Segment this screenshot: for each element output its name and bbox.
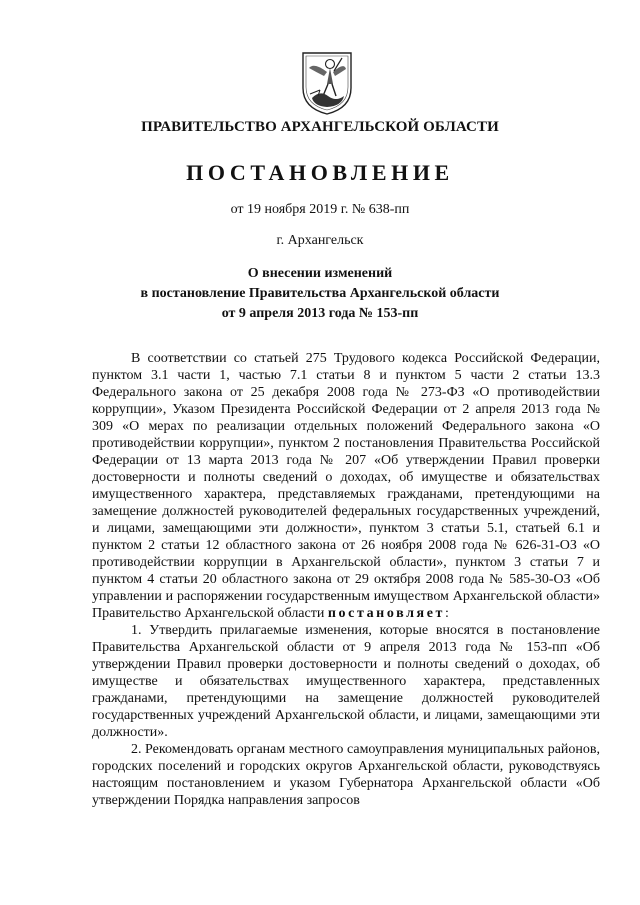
coat-of-arms-icon (300, 50, 354, 116)
subject-line-3: от 9 апреля 2013 года № 153-пп (221, 306, 419, 321)
document-type-title: ПОСТАНОВЛЕНИЕ (186, 160, 454, 185)
paragraph-item-2: 2. Рекомендовать органам местного самоуправления муниципальных районов, городских поселений и городских округов Архангельской области, руководствуясь настоящим постановлением и указом Губернатора Архангельской области «Об утверждении Порядка направления запросов (92, 742, 600, 808)
resolves-keyword: постановляет (327, 606, 446, 621)
subject-line-1: О внесении изменений (247, 266, 393, 281)
document-body (92, 350, 600, 809)
paragraph-item-1: 1. Утвердить прилагаемые изменения, которые вносятся в постановление Правительства Архангельской области от 9 апреля 2013 года № 153-пп «Об утверждении Правил проверки достоверности и полноты сведений о доходах, об имуществе и обязательствах имущественного характера, представленных гражданами, претендующими на замещение должностей руководителей государственных учреждений Архангельской области, и лицами, замещающими эти должности». (92, 623, 600, 740)
subject-line-2: в постановление Правительства Архангельской области (140, 286, 500, 301)
document-date-number: от 19 ноября 2019 г. № 638-пп (230, 202, 410, 217)
preamble-text: В соответствии со статьей 275 Трудового кодекса Российской Федерации, пунктом 3.1 части 1, частью 7.1 статьи 8 и пунктом 5 части 2 статьи 13.3 Федерального закона от 25 декабря 2008 года № 273-ФЗ «О противодействии коррупции», Указом Президента Российской Федерации от 2 апреля 2013 года № 309 «О мерах по реализации отдельных положений Федерального закона «О противодействии коррупции», пунктом 2 постановления Правительства Российской Федерации от 13 марта 2013 года № 207 «Об утверждении Правил проверки достоверности и полноты сведений о доходах, об имуществе и обязательствах имущественного характера, представляемых гражданами, претендующими на замещение должностей руководителей федеральных государственных учреждений, и лицами, замещающими эти должности», пунктом 3 статьи 5.1, статьей 6.1 и пунктом 2 статьи 12 областного закона от 26 ноября 2008 года № 626-31-ОЗ «О противодействии коррупции в Архангельской области», пунктом 3 статьи 7 и пунктом 4 статьи 20 областного закона от 29 октября 2008 года № 585-30-ОЗ «Об управлении и распоряжении государственным имуществом Архангельской области» Правительство Архангельской области (92, 351, 600, 621)
issuing-authority: ПРАВИТЕЛЬСТВО АРХАНГЕЛЬСКОЙ ОБЛАСТИ (141, 119, 499, 135)
issue-city: г. Архангельск (276, 233, 364, 248)
document-subject (0, 264, 640, 324)
preamble-colon: : (445, 606, 449, 621)
paragraph-preamble (92, 350, 600, 622)
